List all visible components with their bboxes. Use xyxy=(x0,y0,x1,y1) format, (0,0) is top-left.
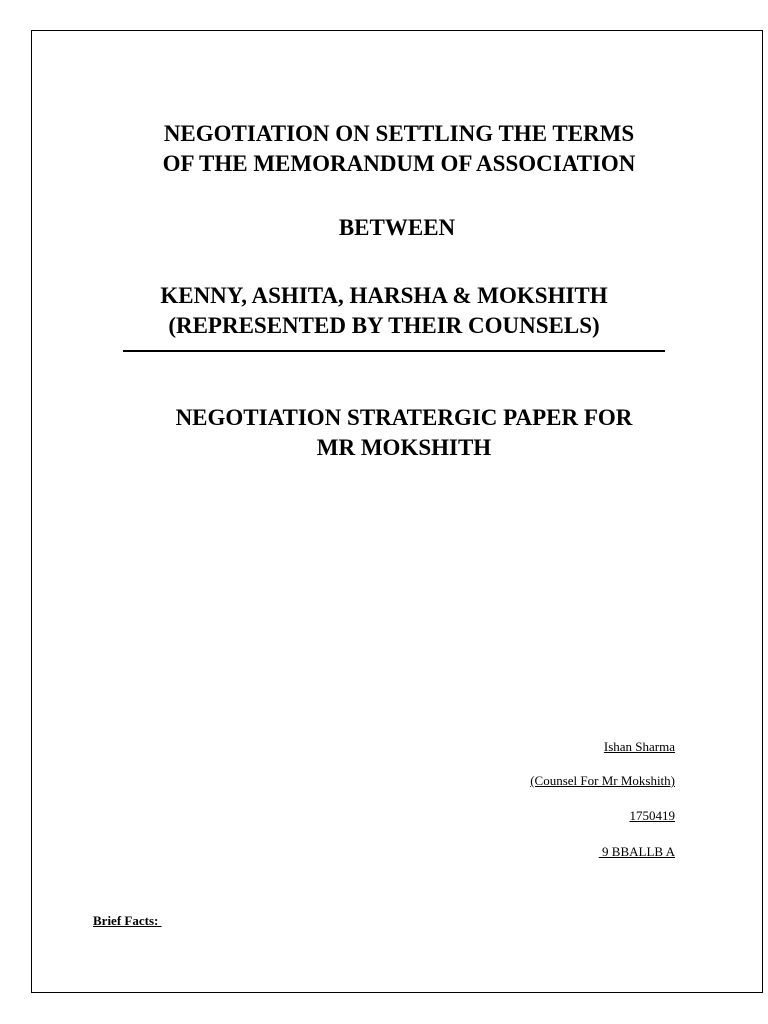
author-name: Ishan Sharma xyxy=(603,739,675,754)
paper-title-line-2: MR MOKSHITH xyxy=(316,435,492,460)
parties-line-2: (REPRESENTED BY THEIR COUNSELS) xyxy=(168,313,600,338)
title-line-2: OF THE MEMORANDUM OF ASSOCIATION xyxy=(162,151,636,176)
author-id: 1750419 xyxy=(629,808,675,823)
document-title xyxy=(31,119,767,179)
paper-title-line-1: NEGOTIATION STRATERGIC PAPER FOR xyxy=(175,405,633,430)
parties-heading xyxy=(0,281,768,341)
title-line-1: NEGOTIATION ON SETTLING THE TERMS xyxy=(163,121,635,146)
paper-title xyxy=(31,403,768,463)
between-heading: BETWEEN xyxy=(338,215,456,240)
parties-line-1: KENNY, ASHITA, HARSHA & MOKSHITH xyxy=(160,283,608,308)
brief-facts-heading: Brief Facts: xyxy=(93,913,162,928)
author-role: (Counsel For Mr Mokshith) xyxy=(530,773,675,788)
heading-underline xyxy=(123,350,665,352)
author-class: 9 BBALLB A xyxy=(598,844,675,859)
